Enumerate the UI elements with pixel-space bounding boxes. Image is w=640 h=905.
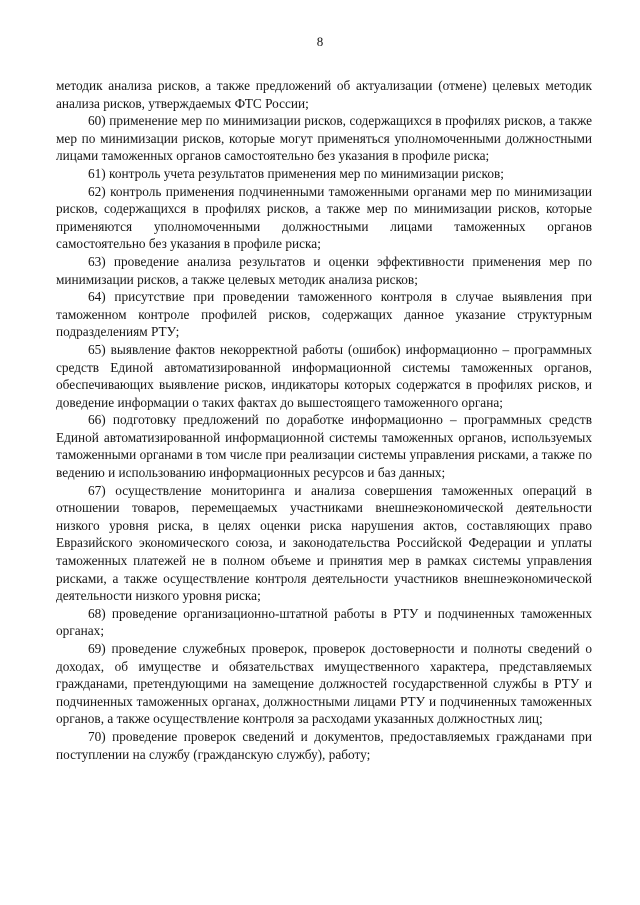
paragraph-68: 68) проведение организационно-штатной работы в РТУ и подчиненных таможенных органах;	[56, 605, 592, 639]
page-number: 8	[316, 34, 324, 49]
paragraph-63: 63) проведение анализа результатов и оценки эффективности применения мер по минимизации рисков, а также целевых методик анализа рисков;	[56, 253, 592, 287]
paragraph-70: 70) проведение проверок сведений и документов, предоставляемых гражданами при поступлении на службу (гражданскую службу), работу;	[56, 728, 592, 762]
paragraph-67: 67) осуществление мониторинга и анализа совершения таможенных операций в отношении товаров, перемещаемых участниками внешнеэкономической деятельности низкого уровня риска, в целях оценки риска нарушения актов, составляющих право Евразийского экономического союза, и законодательства Российской Федерации и уплаты таможенных платежей не в полном объеме и принятия мер в рамках системы управления рисками, а также осуществление контроля деятельности участников внешнеэкономической деятельности низкого уровня риска;	[56, 482, 592, 604]
paragraph-61: 61) контроль учета результатов применения мер по минимизации рисков;	[88, 165, 504, 181]
paragraph-64: 64) присутствие при проведении таможенного контроля в случае выявления при таможенном контроле профилей рисков, содержащих данное указание структурным подразделениям РТУ;	[56, 289, 592, 340]
paragraph-69: 69) проведение служебных проверок, проверок достоверности и полноты сведений о доходах, об имуществе и обязательствах имущественного характера, представляемых гражданами, претендующими на замещение должностей государственной службы в РТУ и подчиненных таможенных органах, должностными лицами РТУ и подчиненных таможенных органов, а также осуществление контроля за расходами указанных должностных лиц;	[56, 641, 592, 727]
document-body	[56, 77, 592, 763]
paragraph-60: 60) применение мер по минимизации рисков, содержащихся в профилях рисков, а также мер по минимизации рисков, которые могут применяться уполномоченными должностными лицами таможенных органов самостоятельно без указания в профиле риска;	[56, 113, 592, 164]
paragraph-65: 65) выявление фактов некорректной работы (ошибок) информационно – программных средств Единой автоматизированной информационной системы таможенных органов, обеспечивающих выявление рисков, индикаторы которых содержатся в профилях рисков, и доведение информации о таких фактах до вышестоящего таможенного органа;	[56, 341, 592, 410]
paragraph-62: 62) контроль применения подчиненными таможенными органами мер по минимизации рисков, содержащихся в профилях рисков, а также мер по минимизации рисков, которые применяются уполномоченными должностными лицами таможенных органов самостоятельно без указания в профиле риска;	[56, 183, 592, 252]
paragraph-59-continuation: методик анализа рисков, а также предложений об актуализации (отмене) целевых методик анализа рисков, утверждаемых ФТС России;	[56, 78, 592, 111]
paragraph-66: 66) подготовку предложений по доработке информационно – программных средств Единой автоматизированной информационной системы таможенных органов, используемых таможенными органами в том числе при реализации системы управления рисками, а также по ведению и использованию информационных ресурсов и баз данных;	[56, 412, 592, 481]
